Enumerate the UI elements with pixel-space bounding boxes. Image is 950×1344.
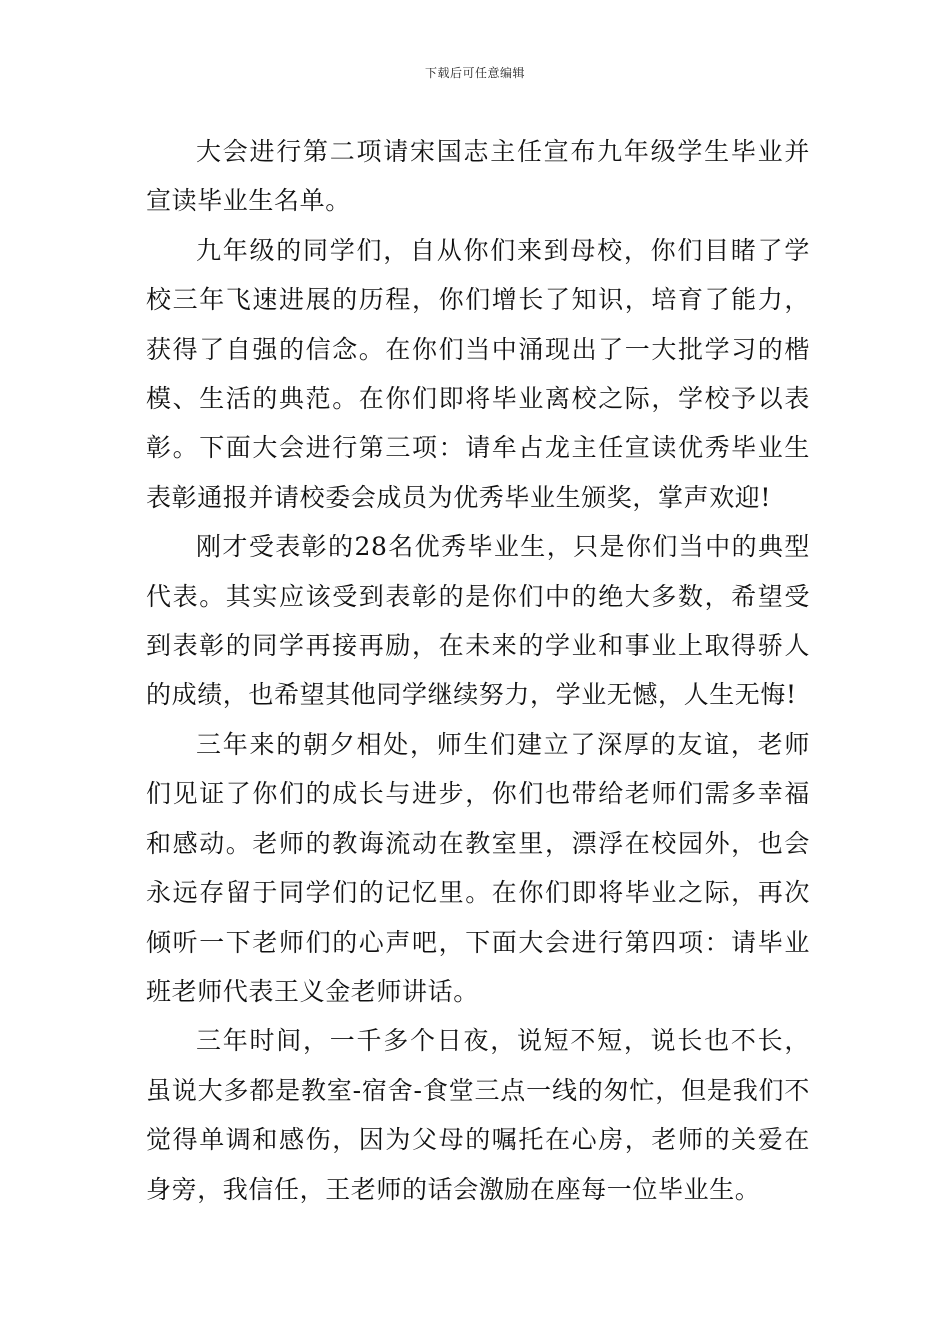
paragraph: 九年级的同学们，自从你们来到母校，你们目睹了学校三年飞速进展的历程，你们增长了知识，培育了能力，获得了自强的信念。在你们当中涌现出了一大批学习的楷模、生活的典范。在你们即将毕业离校之际，学校予以表彰。下面大会进行第三项：请牟占龙主任宣读优秀毕业生表彰通报并请校委会成员为优秀毕业生颁奖，掌声欢迎!	[146, 235, 810, 512]
document-body	[146, 127, 810, 1214]
paragraph: 刚才受表彰的28名优秀毕业生，只是你们当中的典型代表。其实应该受到表彰的是你们中的绝大多数，希望受到表彰的同学再接再励，在未来的学业和事业上取得骄人的成绩，也希望其他同学继续努力，学业无憾，人生无悔!	[146, 532, 810, 710]
paragraph: 三年来的朝夕相处，师生们建立了深厚的友谊，老师们见证了你们的成长与进步，你们也带给老师们需多幸福和感动。老师的教诲流动在教室里，漂浮在校园外，也会永远存留于同学们的记忆里。在你们即将毕业之际，再次倾听一下老师们的心声吧，下面大会进行第四项：请毕业班老师代表王义金老师讲话。	[146, 729, 810, 1006]
page-header: 下载后可任意编辑	[424, 66, 525, 80]
paragraph: 三年时间，一千多个日夜，说短不短，说长也不长，虽说大多都是教室-宿舍-食堂三点一线的匆忙，但是我们不觉得单调和感伤，因为父母的嘱托在心房，老师的关爱在身旁，我信任，王老师的话会激励在座每一位毕业生。	[146, 1026, 810, 1204]
paragraph: 大会进行第二项请宋国志主任宣布九年级学生毕业并宣读毕业生名单。	[146, 137, 810, 216]
